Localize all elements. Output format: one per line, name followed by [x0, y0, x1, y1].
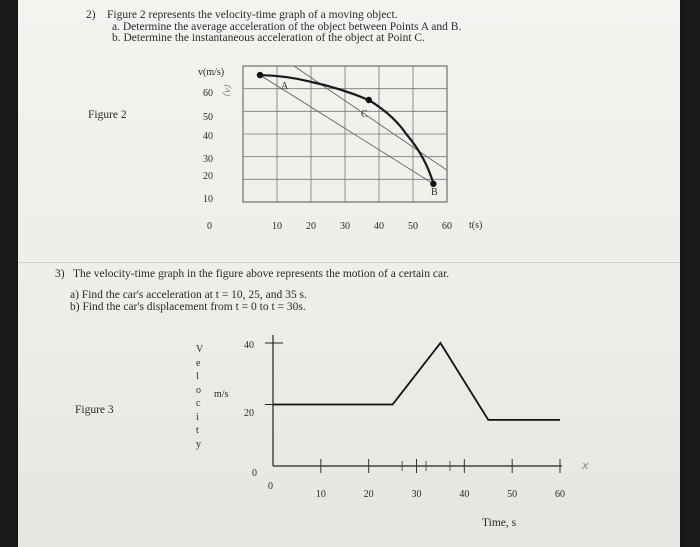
pencil-x-mark: x: [582, 459, 589, 472]
figure3-y-label-letter: l: [196, 371, 199, 382]
figure2-point-c: [366, 97, 372, 103]
point-c-label: C: [361, 109, 368, 120]
figure2-y-tick-30: 30: [203, 154, 213, 165]
point-b-label: B: [431, 187, 438, 198]
figure3-velocity-line: [273, 343, 560, 420]
figure3-y-tick-40: 40: [244, 340, 254, 351]
figure3-y-unit: m/s: [214, 389, 229, 400]
problem2-statement: Figure 2 represents the velocity-time graph of a moving object.: [107, 9, 398, 21]
figure2-y-tick-50: 50: [203, 112, 213, 123]
figure3-y-tick-20: 20: [244, 408, 254, 419]
figure2-y-tick-60: 60: [203, 88, 213, 99]
pencil-mark: (v): [221, 83, 234, 98]
figure2-x-tick-20: 20: [306, 221, 316, 232]
figure2-x-tick-40: 40: [374, 221, 384, 232]
figure2-x-tick-10: 10: [272, 221, 282, 232]
figure3-label: Figure 3: [75, 404, 114, 416]
figure3-y-label-letter: V: [196, 344, 204, 355]
figure2-x-axis-label: t(s): [469, 220, 483, 231]
figure3-y-label-letter: y: [196, 438, 201, 450]
figure3-y-label-letter: c: [196, 398, 201, 409]
figure3-y-label-letter: t: [196, 425, 199, 436]
figure3-x-tick-40: 40: [459, 489, 470, 500]
figure2-plot: [243, 66, 447, 202]
figure3-y-label-letter: o: [196, 384, 201, 396]
figure3-x-tick-20: 20: [363, 489, 374, 500]
figure3-y-tick-0: 0: [252, 468, 257, 479]
problem3-part-a: a) Find the car's acceleration at t = 10, 25, and 35 s.: [70, 289, 307, 301]
figure2-x-tick-60: 60: [442, 221, 452, 232]
figure2-y-tick-40: 40: [203, 131, 213, 142]
problem2-number: 2): [86, 9, 96, 21]
problem2-part-a: a. Determine the average acceleration of the object between Points A and B.: [112, 21, 462, 33]
figure2-tangent-c: [294, 66, 447, 170]
figure3-y-label-letter: e: [196, 357, 201, 369]
figure2-x-tick-50: 50: [408, 221, 418, 232]
figure2-x-tick-30: 30: [340, 221, 350, 232]
figure2-y-tick-0: 0: [207, 221, 212, 232]
figure3-x-origin: 0: [268, 481, 273, 492]
figure2-y-axis-label: v(m/s): [198, 67, 225, 78]
figure3-x-tick-30: 30: [411, 489, 422, 500]
figure2-label: Figure 2: [88, 109, 127, 121]
figure3-y-label-letter: i: [196, 411, 199, 423]
problem2-part-b: b. Determine the instantaneous acceleration of the object at Point C.: [112, 32, 425, 44]
figure3-x-tick-10: 10: [315, 489, 326, 500]
figure2-point-a: [257, 72, 263, 78]
figure3-x-tick-60: 60: [555, 489, 565, 500]
problem3-statement: The velocity-time graph in the figure above represents the motion of a certain car.: [73, 268, 450, 280]
figure3-x-axis-label: Time, s: [482, 517, 517, 529]
figure2-y-tick-20: 20: [203, 171, 213, 182]
problem3-part-b: b) Find the car's displacement from t = 0 to t = 30s.: [70, 301, 306, 313]
figure3-x-tick-50: 50: [507, 489, 518, 500]
figure3-plot: [265, 335, 562, 473]
point-a-label: A: [281, 81, 289, 92]
figure2-y-tick-10: 10: [203, 194, 213, 205]
problem3-number: 3): [55, 268, 65, 280]
